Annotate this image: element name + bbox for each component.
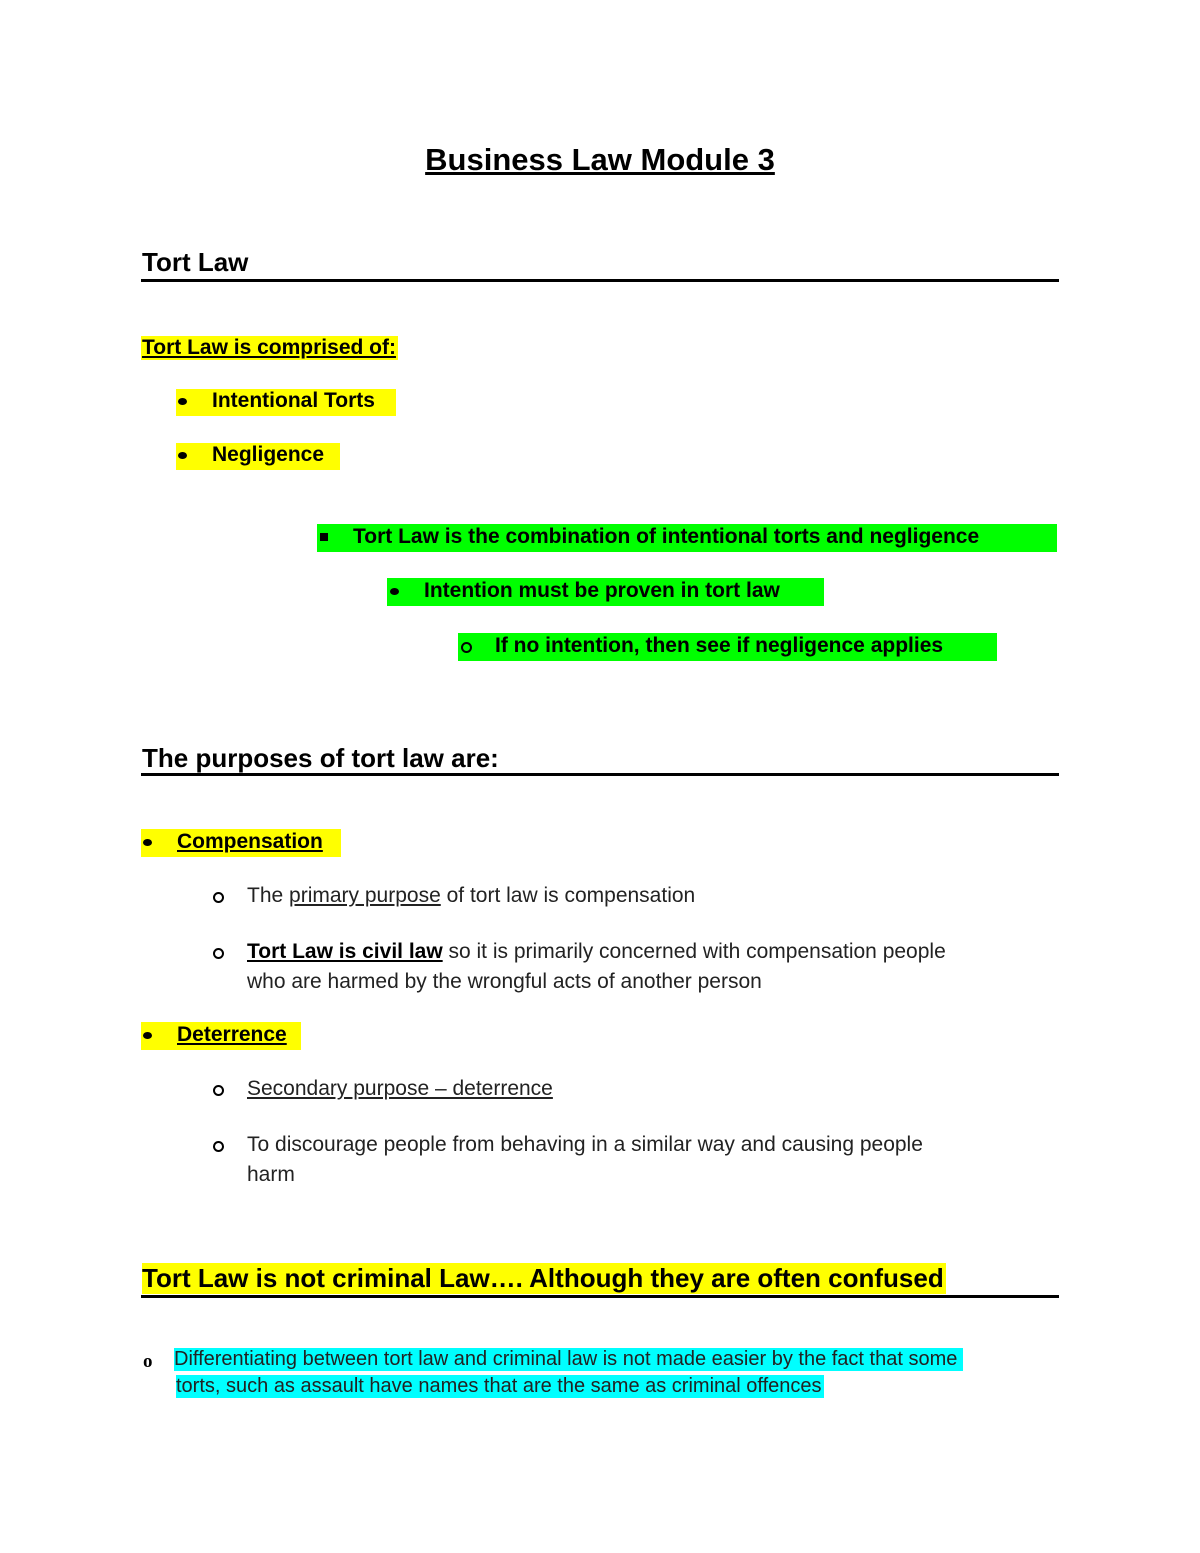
intro-line: Tort Law is comprised of: — [142, 336, 396, 359]
bullet-dot-icon — [178, 452, 187, 459]
bullet-circle-icon — [213, 1085, 224, 1096]
criminal-text-line-2: torts, such as assault have names that are the same as criminal offences — [176, 1375, 822, 1397]
deterrence-line-2: To discourage people from behaving in a similar way and causing people — [247, 1133, 923, 1156]
bullet-circle-icon — [213, 948, 224, 959]
note-dot: Intention must be proven in tort law — [424, 579, 780, 602]
list-item: Intentional Torts — [212, 389, 375, 412]
note-circle: If no intention, then see if negligence applies — [495, 634, 944, 657]
page-title: Business Law Module 3 — [425, 142, 775, 177]
deterrence-line-1: Secondary purpose – deterrence — [247, 1077, 553, 1100]
deterrence-line-2-cont: harm — [247, 1163, 295, 1186]
section-heading-purposes: The purposes of tort law are: — [142, 743, 499, 773]
compensation-line-2-cont: who are harmed by the wrongful acts of another person — [247, 970, 762, 993]
compensation-line-2: Tort Law is civil law so it is primarily concerned with compensation people — [247, 940, 946, 963]
bullet-dot-icon — [143, 839, 152, 846]
section-heading-not-criminal: Tort Law is not criminal Law…. Although they are often confused — [142, 1263, 944, 1293]
heading-rule — [141, 279, 1059, 282]
list-item: Negligence — [212, 443, 325, 466]
criminal-text-line-1: Differentiating between tort law and criminal law is not made easier by the fact that some — [174, 1348, 963, 1371]
bullet-circle-icon — [213, 892, 224, 903]
bullet-square-icon — [320, 533, 328, 541]
bullet-circle-icon — [461, 642, 472, 653]
bullet-circle-icon — [213, 1141, 224, 1152]
bullet-dot-icon — [390, 588, 399, 595]
compensation-line-1: The primary purpose of tort law is compensation — [247, 884, 696, 907]
bullet-dot-icon — [143, 1032, 152, 1039]
section-heading-tort-law: Tort Law — [142, 247, 249, 277]
purpose-deterrence: Deterrence — [177, 1023, 287, 1046]
bullet-o-marker: o — [143, 1351, 153, 1372]
note-square: Tort Law is the combination of intentional torts and negligence — [353, 525, 980, 548]
purpose-compensation: Compensation — [177, 830, 323, 853]
bullet-dot-icon — [178, 398, 187, 405]
heading-rule — [141, 773, 1059, 776]
heading-rule — [141, 1295, 1059, 1298]
